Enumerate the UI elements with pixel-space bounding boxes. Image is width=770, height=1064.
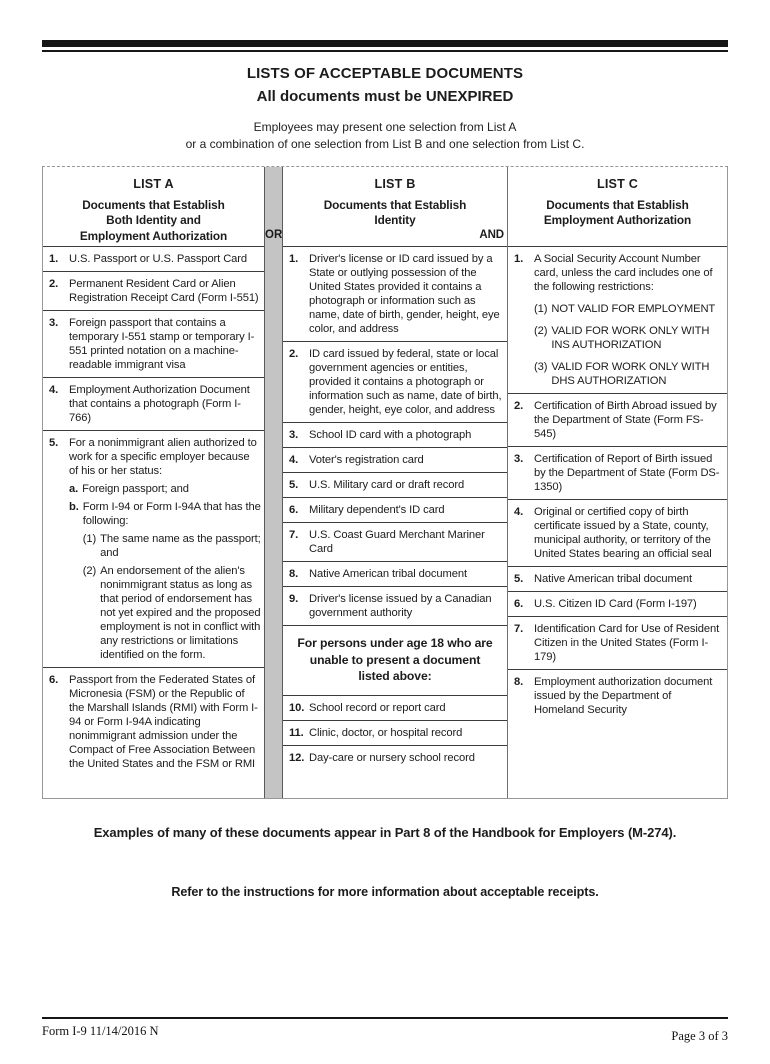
- list-a-subheading-line: Documents that Establish: [82, 197, 225, 212]
- page-footer: [42, 1024, 728, 1044]
- list-a-header: [43, 167, 264, 247]
- list-a-subheading-line: Employment Authorization: [79, 228, 228, 243]
- list-item: [43, 310, 264, 377]
- subitem-text: The same name as the passport; and: [100, 532, 261, 559]
- subitem-text: VALID FOR WORK ONLY WITH INS AUTHORIZATION: [551, 324, 710, 351]
- subitem-text: NOT VALID FOR EMPLOYMENT: [551, 302, 716, 315]
- footer-rule: [42, 1017, 728, 1019]
- item-text: Certification of Report of Birth issued by the Department of State (Form DS-1350): [534, 452, 720, 493]
- item-number: 5.: [49, 436, 59, 449]
- item-number: 2.: [289, 347, 299, 360]
- subitem-text: VALID FOR WORK ONLY WITH DHS AUTHORIZATION: [551, 360, 710, 387]
- list-a-subheading-line: Both Identity and: [106, 213, 201, 228]
- list-item: [43, 271, 264, 310]
- list-subitem: [534, 302, 724, 316]
- item-number: 11.: [289, 727, 304, 740]
- item-text: Certification of Birth Abroad issued by the Department of State (Form FS-545): [534, 399, 717, 440]
- list-c-subheading-line: Documents that Establish: [546, 197, 689, 212]
- receipts-note: Refer to the instructions for more information about acceptable receipts.: [171, 884, 599, 899]
- list-item: [283, 247, 507, 341]
- list-a-column: [43, 167, 264, 798]
- item-number: 10.: [289, 702, 305, 715]
- list-item: [43, 667, 264, 776]
- list-item: [283, 447, 507, 472]
- item-text: U.S. Citizen ID Card (Form I-197): [534, 597, 697, 610]
- subitem-label: (1): [534, 302, 548, 315]
- page-number-label: Page 3 of 3: [671, 1029, 728, 1043]
- item-number: 4.: [49, 383, 59, 396]
- item-text: Day-care or nursery school record: [309, 752, 475, 765]
- minors-section-header: For persons under age 18 who are unable to present a document listed above:: [283, 625, 507, 695]
- item-number: 3.: [289, 428, 299, 441]
- list-item: [508, 591, 727, 616]
- list-b-heading: LIST B: [374, 176, 416, 191]
- list-item: [283, 472, 507, 497]
- or-divider-strip: [264, 167, 283, 798]
- item-text: Foreign passport that contains a temporary I-551 stamp or temporary I-551 printed notation on a machine-readable immigrant visa: [69, 316, 255, 371]
- list-c-heading: LIST C: [596, 176, 639, 191]
- list-subitem: [83, 564, 261, 662]
- top-rule-thick: [42, 40, 728, 47]
- item-number: 5.: [289, 478, 299, 491]
- list-b-header: [283, 167, 507, 247]
- item-number: 3.: [514, 452, 524, 465]
- subitem-label: b.: [69, 500, 79, 513]
- page-title: LISTS OF ACCEPTABLE DOCUMENTS: [246, 65, 524, 82]
- item-text: School ID card with a photograph: [309, 428, 472, 441]
- item-text: U.S. Military card or draft record: [309, 478, 465, 491]
- item-number: 12.: [289, 752, 305, 765]
- item-text: Identification Card for Use of Resident Citizen in the United States (Form I-179): [534, 622, 720, 663]
- list-b-subheading-line: Documents that Establish: [323, 197, 467, 212]
- list-a-heading: LIST A: [133, 176, 174, 191]
- subitem-label: (2): [534, 324, 548, 337]
- item-text: ID card issued by federal, state or local government agencies or entities, provided it contains a photograph or information such as name, date of birth, gender, height, eye color, and address: [309, 347, 502, 416]
- intro-text: [42, 119, 728, 154]
- item-text: Driver's license or ID card issued by a State or outlying possession of the United States provided it contains a photograph or information such as name, date of birth, gender, height, eye color, and address: [309, 252, 500, 335]
- list-item: [508, 566, 727, 591]
- item-number: 5.: [514, 572, 524, 585]
- item-number: 8.: [514, 675, 524, 688]
- list-b-items: [283, 247, 507, 798]
- list-item: [43, 430, 264, 667]
- item-number: 4.: [289, 453, 299, 466]
- item-number: 1.: [49, 252, 59, 265]
- item-number: 6.: [289, 503, 299, 516]
- item-number: 3.: [49, 316, 59, 329]
- list-item: [508, 393, 727, 446]
- item-text: U.S. Coast Guard Merchant Mariner Card: [309, 528, 485, 555]
- subitem-label: (1): [82, 532, 97, 545]
- list-c-header: [508, 167, 727, 247]
- item-text: Permanent Resident Card or Alien Registration Receipt Card (Form I-551): [69, 277, 259, 304]
- list-item: [508, 616, 727, 669]
- subitem-label: a.: [69, 482, 79, 495]
- and-connector-label: AND: [479, 228, 504, 241]
- or-connector-label: OR: [265, 228, 283, 241]
- item-number: 6.: [514, 597, 524, 610]
- list-item: [283, 341, 507, 422]
- handbook-note: Examples of many of these documents appear in Part 8 of the Handbook for Employers (M-274).: [93, 824, 677, 840]
- list-item: [283, 745, 507, 770]
- list-b-subheading-line: Identity: [374, 213, 416, 228]
- item-text: Driver's license issued by a Canadian government authority: [309, 592, 492, 619]
- list-c-items: [508, 247, 727, 798]
- list-subitem: [69, 500, 261, 662]
- list-a-items: [43, 247, 264, 798]
- item-text: Clinic, doctor, or hospital record: [309, 727, 463, 740]
- list-item: [508, 669, 727, 722]
- page-subtitle: All documents must be UNEXPIRED: [256, 88, 514, 105]
- item-text: Native American tribal document: [309, 567, 467, 580]
- subitem-text: Form I-94 or Form I-94A that has the following: (1) The same name as the passport; and (2) An endorsement of the alien's nonimmigrant status as long as that period of endorsement has not yet expired and the proposed employment is not in conflict with any restrictions or limitations identified on the form.: [82, 500, 261, 661]
- list-subitem: [534, 360, 724, 388]
- item-text: Original or certified copy of birth certificate issued by a State, county, municipal authority, or territory of the United States bearing an official seal: [534, 505, 712, 560]
- list-subitem: [534, 324, 724, 352]
- top-rule-thin: [42, 50, 728, 52]
- list-item: [43, 247, 264, 271]
- item-number: 7.: [514, 622, 524, 635]
- item-text: A Social Security Account Number card, unless the card includes one of the following restrictions: (1) NOT VALID FOR EMPLOYMENT (2) VALID FOR WORK ONLY WITH INS AUTHORIZATION (3) VALID FOR WORK ONLY WITH DHS AUTHORIZATION: [534, 252, 724, 388]
- list-item: [43, 377, 264, 430]
- subitem-text: Foreign passport; and: [82, 482, 189, 495]
- intro-line-1: Employees may present one selection from List A: [253, 120, 517, 134]
- item-text: Voter's registration card: [309, 453, 424, 466]
- item-number: 7.: [289, 528, 299, 541]
- intro-line-2: or a combination of one selection from List B and one selection from List C.: [185, 137, 585, 152]
- list-item: [508, 247, 727, 393]
- item-number: 1.: [514, 252, 524, 265]
- item-number: 1.: [289, 252, 299, 265]
- list-item: [508, 499, 727, 566]
- list-b-column: [283, 167, 507, 798]
- item-number: 4.: [514, 505, 524, 518]
- list-subitem: [83, 532, 261, 560]
- item-text: For a nonimmigrant alien authorized to work for a specific employer because of his or her status: a. Foreign passport; and b. Form I-94 or Form I-94A that has the following: (1) The same name as the passport; and (2) An endorsement of the alien's nonimmigrant status as long as that period of endorsement has not yet expired and the proposed employment is not in conflict with any restrictions or limitations identified on the form.: [69, 436, 261, 661]
- item-number: 2.: [514, 399, 524, 412]
- form-i9-page-3: [0, 40, 770, 1064]
- list-item: [283, 561, 507, 586]
- item-text: Employment authorization document issued by the Department of Homeland Security: [534, 675, 713, 716]
- subitem-label: (3): [534, 360, 548, 373]
- item-number: 2.: [49, 277, 59, 290]
- form-edition-label: Form I-9 11/14/2016 N: [42, 1024, 159, 1038]
- list-c-subheading-line: Employment Authorization: [543, 213, 692, 228]
- list-item: [283, 586, 507, 625]
- item-text: Employment Authorization Document that contains a photograph (Form I-766): [69, 383, 250, 424]
- item-number: 8.: [289, 567, 299, 580]
- item-text: Native American tribal document: [534, 572, 692, 585]
- list-item: [283, 497, 507, 522]
- list-item: [283, 720, 507, 745]
- item-text: U.S. Passport or U.S. Passport Card: [69, 252, 248, 265]
- item-text: Military dependent's ID card: [309, 503, 445, 516]
- list-item: [508, 446, 727, 499]
- item-text: School record or report card: [309, 702, 446, 715]
- item-number: 9.: [289, 592, 299, 605]
- item-text: Passport from the Federated States of Micronesia (FSM) or the Republic of the Marshall Islands (RMI) with Form I-94 or Form I-94A indicating nonimmigrant admission under the Compact of Free Association Between the United States and the FSM or RMI: [69, 673, 258, 770]
- subitem-text: An endorsement of the alien's nonimmigrant status as long as that period of endorsement has not yet expired and the proposed employment is not in conflict with any restrictions or limitations identified on the form.: [100, 564, 261, 661]
- list-item: [283, 522, 507, 561]
- list-subitem: [69, 482, 261, 496]
- list-c-column: [507, 167, 727, 798]
- list-item: [283, 695, 507, 720]
- item-number: 6.: [49, 673, 59, 686]
- list-item: [283, 422, 507, 447]
- acceptable-documents-table: [42, 166, 728, 799]
- subitem-label: (2): [82, 564, 97, 577]
